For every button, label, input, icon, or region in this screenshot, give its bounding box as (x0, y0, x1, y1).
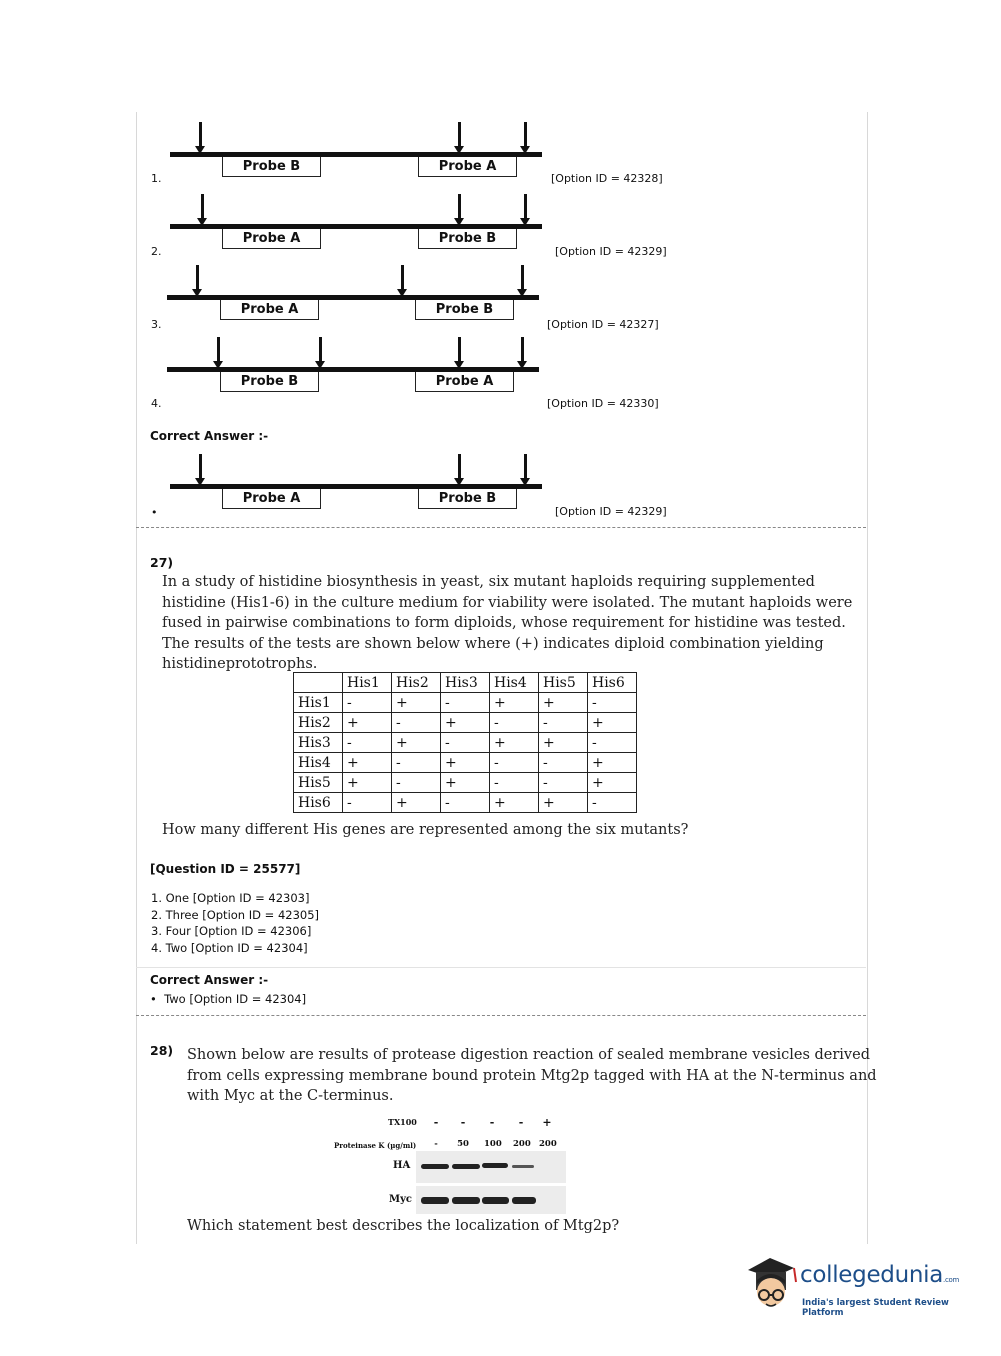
table-row (294, 753, 637, 773)
q28-question: Which statement best describes the localization of Mtg2p? (187, 1218, 620, 1234)
row-header: His5 (294, 773, 343, 793)
probe-box: Probe A (222, 229, 321, 249)
logo-name: collegedunia (800, 1262, 944, 1288)
myc-label: Myc (389, 1194, 412, 1205)
table-row (294, 693, 637, 713)
table-cell: + (441, 713, 490, 733)
q27-text (162, 572, 852, 675)
table-cell: + (490, 793, 539, 813)
q27-option[interactable]: 3. Four [Option ID = 42306] (151, 924, 312, 938)
table-cell: + (392, 733, 441, 753)
row-header: His6 (294, 793, 343, 813)
q28-number: 28) (150, 1043, 174, 1058)
tx100-value: - (433, 1116, 439, 1129)
option-id: [Option ID = 42329] (555, 245, 667, 258)
column-header: His6 (588, 673, 637, 693)
myc-band (512, 1197, 536, 1204)
table-row (294, 773, 637, 793)
table-cell: + (539, 693, 588, 713)
table-cell: + (392, 693, 441, 713)
table-row (294, 713, 637, 733)
row-header: His2 (294, 713, 343, 733)
table-cell: + (588, 713, 637, 733)
q27-correct-label: Correct Answer :- (150, 973, 269, 987)
q27-number: 27) (150, 555, 174, 570)
table-cell: - (588, 733, 637, 753)
q27-option[interactable]: 4. Two [Option ID = 42304] (151, 940, 308, 955)
option-number: 1. (151, 172, 162, 185)
proteinase-value: 200 (513, 1139, 531, 1149)
q27-options (151, 890, 319, 956)
table-cell: + (343, 753, 392, 773)
probe-box: Probe A (220, 300, 319, 320)
table-cell: + (343, 713, 392, 733)
row-header: His1 (294, 693, 343, 713)
correct-answer-label: Correct Answer :- (150, 429, 269, 443)
tx100-label: TX100 (388, 1117, 417, 1127)
table-cell: + (539, 733, 588, 753)
q27-line: The results of the tests are shown below where (+) indicates diploid combination yielding (162, 635, 824, 652)
table-corner (294, 673, 343, 693)
ha-band (512, 1165, 534, 1168)
q27-option[interactable]: 2. Three [Option ID = 42305] (151, 907, 320, 922)
table-cell: + (490, 693, 539, 713)
option-id: [Option ID = 42327] (547, 318, 659, 331)
q27-line: fused in pairwise combinations to form diploids, whose requirement for histidine was tested. (162, 615, 846, 631)
column-header: His5 (539, 673, 588, 693)
table-cell: + (441, 753, 490, 773)
myc-band (421, 1197, 449, 1204)
collegedunia-logo[interactable] (742, 1252, 967, 1322)
ha-band (421, 1164, 449, 1169)
option-number: 3. (151, 318, 162, 331)
option-number: • (151, 506, 158, 519)
divider (136, 1015, 866, 1016)
option-number: 4. (151, 397, 162, 410)
q27-line: histidineprototrophs. (162, 656, 318, 672)
tx100-value: - (460, 1116, 466, 1129)
mascot-icon (742, 1252, 800, 1314)
probe-box: Probe B (220, 372, 319, 392)
tx100-value: - (489, 1116, 495, 1129)
column-header: His3 (441, 673, 490, 693)
table-cell: - (343, 793, 392, 813)
proteinase-value: 100 (484, 1139, 502, 1149)
option-id: [Option ID = 42329] (555, 505, 667, 518)
table-cell: - (343, 693, 392, 713)
table-cell: + (539, 793, 588, 813)
ha-blot (416, 1151, 566, 1183)
q27-correct-text: Two [Option ID = 42304] (164, 992, 307, 1006)
logo-suffix: .com (943, 1276, 960, 1284)
probe-box: Probe B (222, 157, 321, 177)
table-cell: + (588, 773, 637, 793)
logo-tagline: India's largest Student Review Platform (802, 1298, 949, 1318)
q28-line: Shown below are results of protease digestion reaction of sealed membrane vesicles derived (187, 1047, 870, 1063)
table-cell: + (392, 793, 441, 813)
proteinase-value: - (434, 1139, 438, 1149)
table-cell: + (490, 733, 539, 753)
probe-box: Probe B (418, 229, 517, 249)
table-cell: - (441, 793, 490, 813)
proteinase-value: 200 (539, 1139, 557, 1149)
myc-blot (416, 1186, 566, 1214)
divider (136, 967, 866, 968)
table-cell: + (441, 773, 490, 793)
table-cell: - (343, 733, 392, 753)
q28-line: from cells expressing membrane bound protein Mtg2p tagged with HA at the N-terminus and (187, 1067, 877, 1084)
table-cell: - (539, 753, 588, 773)
table-cell: - (490, 753, 539, 773)
row-header: His3 (294, 733, 343, 753)
probe-box: Probe A (222, 489, 321, 509)
q28-text (187, 1045, 877, 1107)
divider (136, 527, 866, 528)
complementation-table (293, 672, 637, 813)
table-row (294, 733, 637, 753)
table-cell: - (392, 713, 441, 733)
myc-band (452, 1197, 480, 1204)
myc-band (482, 1197, 509, 1204)
q27-question: How many different His genes are represented among the six mutants? (162, 822, 689, 838)
proteinase-label: Proteinase K (µg/ml) (334, 1141, 417, 1150)
table-cell: - (392, 773, 441, 793)
table-cell: - (392, 753, 441, 773)
table-cell: - (441, 693, 490, 713)
table-cell: - (441, 733, 490, 753)
q27-line: In a study of histidine biosynthesis in yeast, six mutant haploids requiring supplemented (162, 574, 815, 590)
probe-box: Probe A (415, 372, 514, 392)
probe-box: Probe B (418, 489, 517, 509)
option-id: [Option ID = 42328] (551, 172, 663, 185)
table-cell: - (539, 773, 588, 793)
bullet: • (150, 992, 157, 1006)
column-header: His1 (343, 673, 392, 693)
table-cell: - (588, 793, 637, 813)
column-header: His4 (490, 673, 539, 693)
table-cell: - (539, 713, 588, 733)
ha-band (482, 1163, 508, 1168)
proteinase-value: 50 (457, 1139, 469, 1149)
q27-correct-answer (150, 992, 306, 1006)
tx100-value: + (542, 1116, 552, 1129)
q27-line: histidine (His1-6) in the culture medium for viability were isolated. The mutant haploids were (162, 594, 853, 611)
probe-box: Probe A (418, 157, 517, 177)
ha-label: HA (393, 1160, 411, 1171)
table-row (294, 793, 637, 813)
column-header: His2 (392, 673, 441, 693)
ha-band (452, 1164, 480, 1169)
table-cell: - (490, 713, 539, 733)
option-number: 2. (151, 245, 162, 258)
q27-option[interactable]: 1. One [Option ID = 42303] (151, 891, 310, 905)
logo-wordmark (800, 1262, 959, 1288)
q28-line: with Myc at the C-terminus. (187, 1088, 394, 1104)
table-header-row (294, 673, 637, 693)
table-cell: - (588, 693, 637, 713)
table-cell: + (588, 753, 637, 773)
tx100-value: - (518, 1116, 524, 1129)
q27-question-id: [Question ID = 25577] (150, 862, 301, 876)
table-cell: + (343, 773, 392, 793)
row-header: His4 (294, 753, 343, 773)
option-id: [Option ID = 42330] (547, 397, 659, 410)
table-cell: - (490, 773, 539, 793)
probe-box: Probe B (415, 300, 514, 320)
